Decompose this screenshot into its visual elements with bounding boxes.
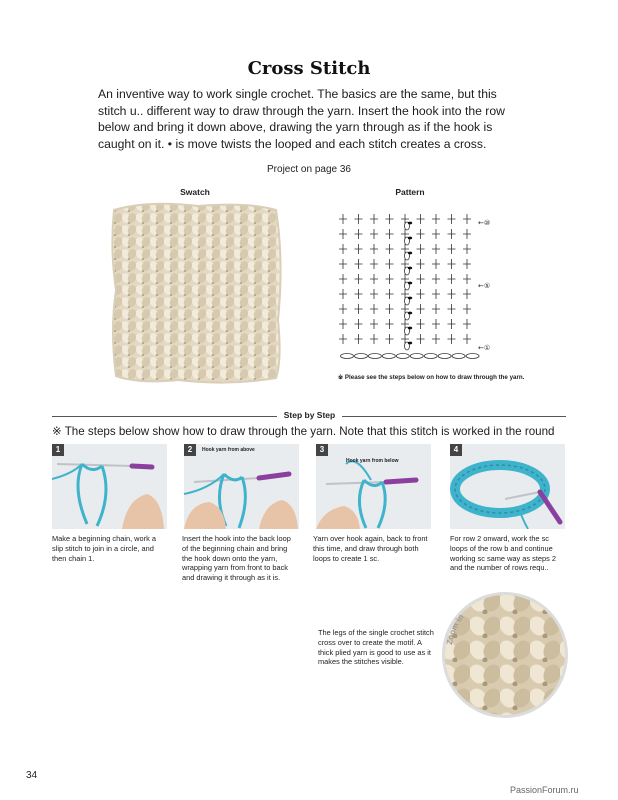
join-dot [408,312,412,315]
page-number: 34 [26,770,38,781]
chain-symbol [396,354,409,359]
divider-right [342,416,566,417]
pattern-row-label-10: ←⑩ [478,219,491,227]
stitch-symbol [463,304,471,314]
join-dot [408,237,412,240]
stitch-symbol [448,244,456,254]
stitch-symbol [432,274,440,284]
pattern-row-label-5: ←⑤ [478,282,491,290]
stitch-symbol [386,319,394,329]
step-1-number: 1 [52,444,64,456]
step-2-number: 2 [184,444,196,456]
stitch-symbol [448,229,456,239]
divider-left [52,416,277,417]
chain-symbol [382,354,395,359]
stitch-symbol [463,244,471,254]
stitch-symbol [339,244,347,254]
stitch-symbol [355,319,363,329]
stitch-symbol [339,304,347,314]
stitch-symbol [386,289,394,299]
stitch-symbol [370,259,378,269]
stitch-symbol [463,319,471,329]
stitch-symbol [370,304,378,314]
stitch-symbol [355,259,363,269]
pattern-row-label-1: ←① [478,344,491,352]
chain-symbol [354,354,367,359]
stitch-symbol [463,274,471,284]
stitch-symbol [339,319,347,329]
stitch-symbol [448,319,456,329]
join-dot [408,342,412,345]
step-1-caption: Make a beginning chain, work a slip stitch to join in a circle, and then chain 1. [52,534,156,563]
stitch-symbol [417,229,425,239]
zoom-caption: The legs of the single crochet stitch cross over to create the motif. A thick plied yarn is good to use as it makes the stitches visible. [318,628,434,667]
chain-symbol [368,354,381,359]
stitch-symbol [432,289,440,299]
stitch-symbol [448,289,456,299]
stitch-symbol [386,244,394,254]
join-dot [408,297,412,300]
stitch-symbol [432,229,440,239]
step-2-callout: Hook yarn from above [202,447,255,453]
stitch-symbol [386,259,394,269]
stitch-symbol [355,304,363,314]
zoom-in-label: Zoom in [445,612,466,646]
stitch-symbol [339,229,347,239]
stitch-symbol [355,229,363,239]
step-3-caption: Yarn over hook again, back to front this time, and draw through both loops to create 1 sc. [313,534,428,563]
join-dot [408,267,412,270]
chain-symbol [424,354,437,359]
join-dot [408,222,412,225]
stitch-symbol [417,334,425,344]
stitch-symbol [448,259,456,269]
join-dot [408,252,412,255]
stitch-symbol [386,229,394,239]
stitch-symbol [386,334,394,344]
step-4-photo [450,444,565,529]
stitch-symbol [417,289,425,299]
stitch-symbol [463,289,471,299]
stitch-symbol [417,259,425,269]
stitch-symbol [355,274,363,284]
stitch-symbol [448,274,456,284]
chain-symbol [466,354,479,359]
swatch-label: Swatch [180,187,210,197]
stitch-symbol [370,214,378,224]
step-3-photo [316,444,431,529]
stitch-symbol [355,214,363,224]
stitch-symbol [417,244,425,254]
stitch-symbol [432,334,440,344]
stitch-symbol [355,289,363,299]
step-3-number: 3 [316,444,328,456]
chain-symbol [410,354,423,359]
step-1-photo [52,444,167,529]
chain-symbol [452,354,465,359]
stitch-symbol [339,259,347,269]
stitch-symbol [417,274,425,284]
stitch-symbol [370,244,378,254]
stitch-symbol [448,304,456,314]
stitch-symbol [417,319,425,329]
step-4-caption: For row 2 onward, work the sc loops of the row b and continue working sc same way as steps 2 and the number of rows requ.. [450,534,556,573]
stitch-symbol [432,304,440,314]
zoom-in-photo [440,590,570,720]
step-3-callout: Hook yarn from below [346,458,399,464]
pattern-label: Pattern [395,187,425,197]
stitch-symbol [463,229,471,239]
stitch-symbol [339,289,347,299]
stitch-symbol [370,274,378,284]
step-4-number: 4 [450,444,462,456]
chain-symbol [341,354,354,359]
stitch-symbol [370,334,378,344]
step-2-photo [184,444,299,529]
watermark: PassionForum.ru [510,785,579,795]
stitch-symbol [432,214,440,224]
step-by-step-heading: Step by Step [283,410,336,420]
stitch-symbol [463,259,471,269]
stitch-symbol [386,304,394,314]
stitch-symbol [417,214,425,224]
chain-symbol [438,354,451,359]
stitch-symbol [432,259,440,269]
stitch-symbol [463,214,471,224]
intro-paragraph: An inventive way to work single crochet. The basics are the same, but this stitch u.. different way to draw through the yarn. Insert the hook into the row below and bring it down above, drawing the yarn through as if the hook is caught on it. • is move twists the looped and each stitch creates a cross. [98,87,505,151]
page-title: Cross Stitch [247,58,371,79]
stitch-symbol [448,334,456,344]
project-reference: Project on page 36 [267,164,351,175]
stitch-symbol [386,214,394,224]
stitch-pattern-chart [335,213,505,373]
stitch-symbol [339,334,347,344]
pattern-note: ※ Please see the steps below on how to draw through the yarn. [338,374,525,381]
stitch-symbol [386,274,394,284]
stitch-symbol [370,289,378,299]
stitch-symbol [339,274,347,284]
join-dot [408,282,412,285]
stitch-symbol [355,334,363,344]
stitch-symbol [448,214,456,224]
stitch-symbol [370,229,378,239]
step-by-step-intro: ※ The steps below show how to draw through the yarn. Note that this stitch is worked in the round [52,425,555,438]
stitch-symbol [355,244,363,254]
step-2-caption: Insert the hook into the back loop of the beginning chain and bring the hook down onto the yarn, wrapping yarn from front to back and drawing it through as it is. [182,534,291,583]
stitch-symbol [339,214,347,224]
join-dot [408,327,412,330]
stitch-symbol [463,334,471,344]
stitch-symbol [370,319,378,329]
swatch-image [108,200,283,385]
stitch-symbol [432,319,440,329]
stitch-symbol [432,244,440,254]
stitch-symbol [417,304,425,314]
